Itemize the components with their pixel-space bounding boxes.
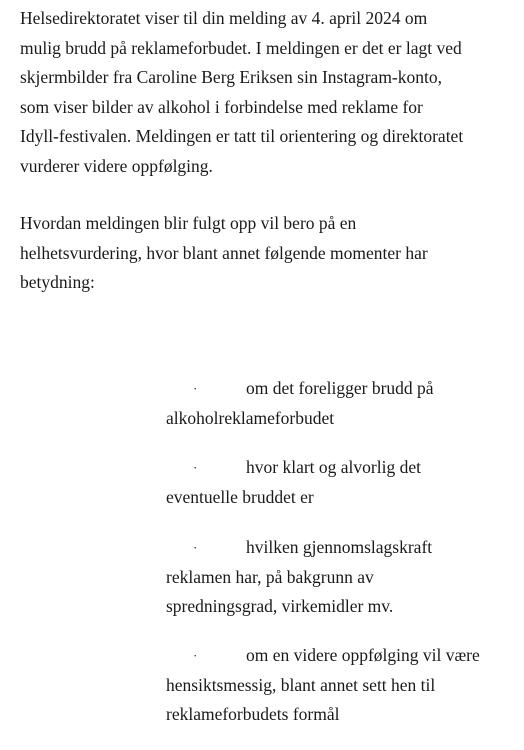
paragraph-line: Helsedirektoratet viser til din melding av 4. april 2024 om — [20, 8, 428, 28]
criteria-list-item — [166, 533, 516, 622]
bullet-marker: · — [193, 648, 198, 663]
criteria-text: spredningsgrad, virkemidler mv. — [166, 596, 394, 616]
criteria-text: hensiktsmessig, blant annet sett hen til — [166, 674, 436, 695]
paragraph-line: vurderer videre oppfølging. — [20, 155, 213, 176]
intro-paragraph — [20, 4, 516, 181]
criteria-text: hvor klart og alvorlig det — [246, 457, 421, 477]
criteria-text: om en videre oppfølging vil være — [246, 645, 480, 665]
paragraph-line: betydning: — [20, 272, 95, 292]
criteria-list-item — [166, 374, 516, 433]
criteria-text: alkoholreklameforbudet — [166, 407, 335, 428]
paragraph-line: helhetsvurdering, hvor blant annet følgende momenter har — [20, 242, 428, 263]
bullet-marker: · — [193, 540, 198, 555]
paragraph-line: som viser bilder av alkohol i forbindelse med reklame for — [20, 96, 423, 117]
paragraph-line: skjermbilder fra Caroline Berg Eriksen sin Instagram-konto, — [20, 67, 442, 87]
criteria-text: reklamen har, på bakgrunn av — [166, 566, 374, 587]
paragraph-line: Idyll-festivalen. Meldingen er tatt til orientering og direktoratet — [20, 126, 464, 146]
criteria-text: om det foreligger brudd på — [246, 378, 434, 398]
criteria-list-item — [166, 453, 516, 512]
bullet-marker: · — [193, 460, 198, 475]
paragraph-line: Hvordan meldingen blir fulgt opp vil bero på en — [20, 213, 357, 233]
criteria-text: hvilken gjennomslagskraft — [246, 537, 433, 557]
assessment-paragraph — [20, 209, 516, 298]
criteria-text: eventuelle bruddet er — [166, 486, 314, 507]
criteria-text: reklameforbudets formål — [166, 704, 340, 724]
paragraph-line: mulig brudd på reklameforbudet. I meldingen er det er lagt ved — [20, 37, 462, 58]
criteria-list-item — [166, 641, 516, 730]
bullet-marker: · — [193, 381, 198, 396]
